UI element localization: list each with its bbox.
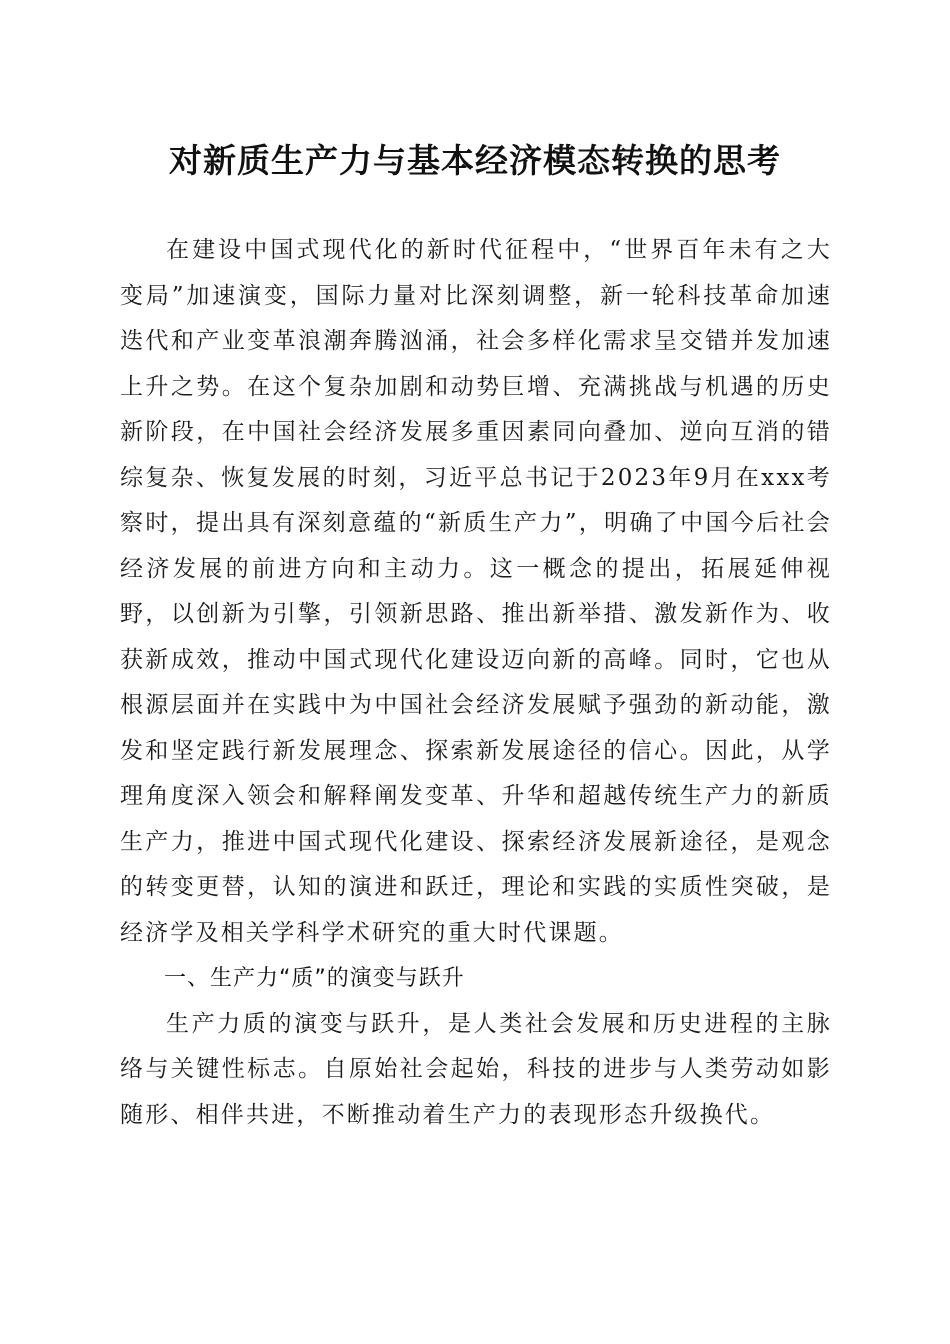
section-1-heading: 一、生产力“质”的演变与跃升 [164, 966, 465, 991]
document-title: 对新质生产力与基本经济模态转换的思考 [169, 141, 781, 180]
intro-paragraph: 在建设中国式现代化的新时代征程中，“世界百年未有之大变局”加速演变，国际力量对比深刻调整，新一轮科技革命加速迭代和产业变革浪潮奔腾汹涌，社会多样化需求呈交错并发加速上升之势。在这个复杂加剧和动势巨增、充满挑战与机遇的历史新阶段，在中国社会经济发展多重因素同向叠加、逆向互消的错综复杂、恢复发展的时刻，习近平总书记于2023年9月在xxx考察时，提出具有深刻意蕴的“新质生产力”，明确了中国今后社会经济发展的前进方向和主动力。这一概念的提出，拓展延伸视野，以创新为引擎，引领新思路、推出新举措、激发新作为、收获新成效，推动中国式现代化建设迈向新的高峰。同时，它也从根源层面并在实践中为中国社会经济发展赋予强劲的新动能，激发和坚定践行新发展理念、探索新发展途径的信心。因此，从学理角度深入领会和解释阐发变革、升华和超越传统生产力的新质生产力，推进中国式现代化建设、探索经济发展新途径，是观念的转变更替，认知的演进和跃迁，理论和实践的实质性突破，是经济学及相关学科学术研究的重大时代课题。 [120, 237, 832, 946]
section-1-paragraph: 生产力质的演变与跃升，是人类社会发展和历史进程的主脉络与关键性标志。自原始社会起始，科技的进步与人类劳动如影随形、相伴共进，不断推动着生产力的表现形态升级换代。 [120, 1010, 832, 1128]
document-body [120, 228, 832, 1138]
